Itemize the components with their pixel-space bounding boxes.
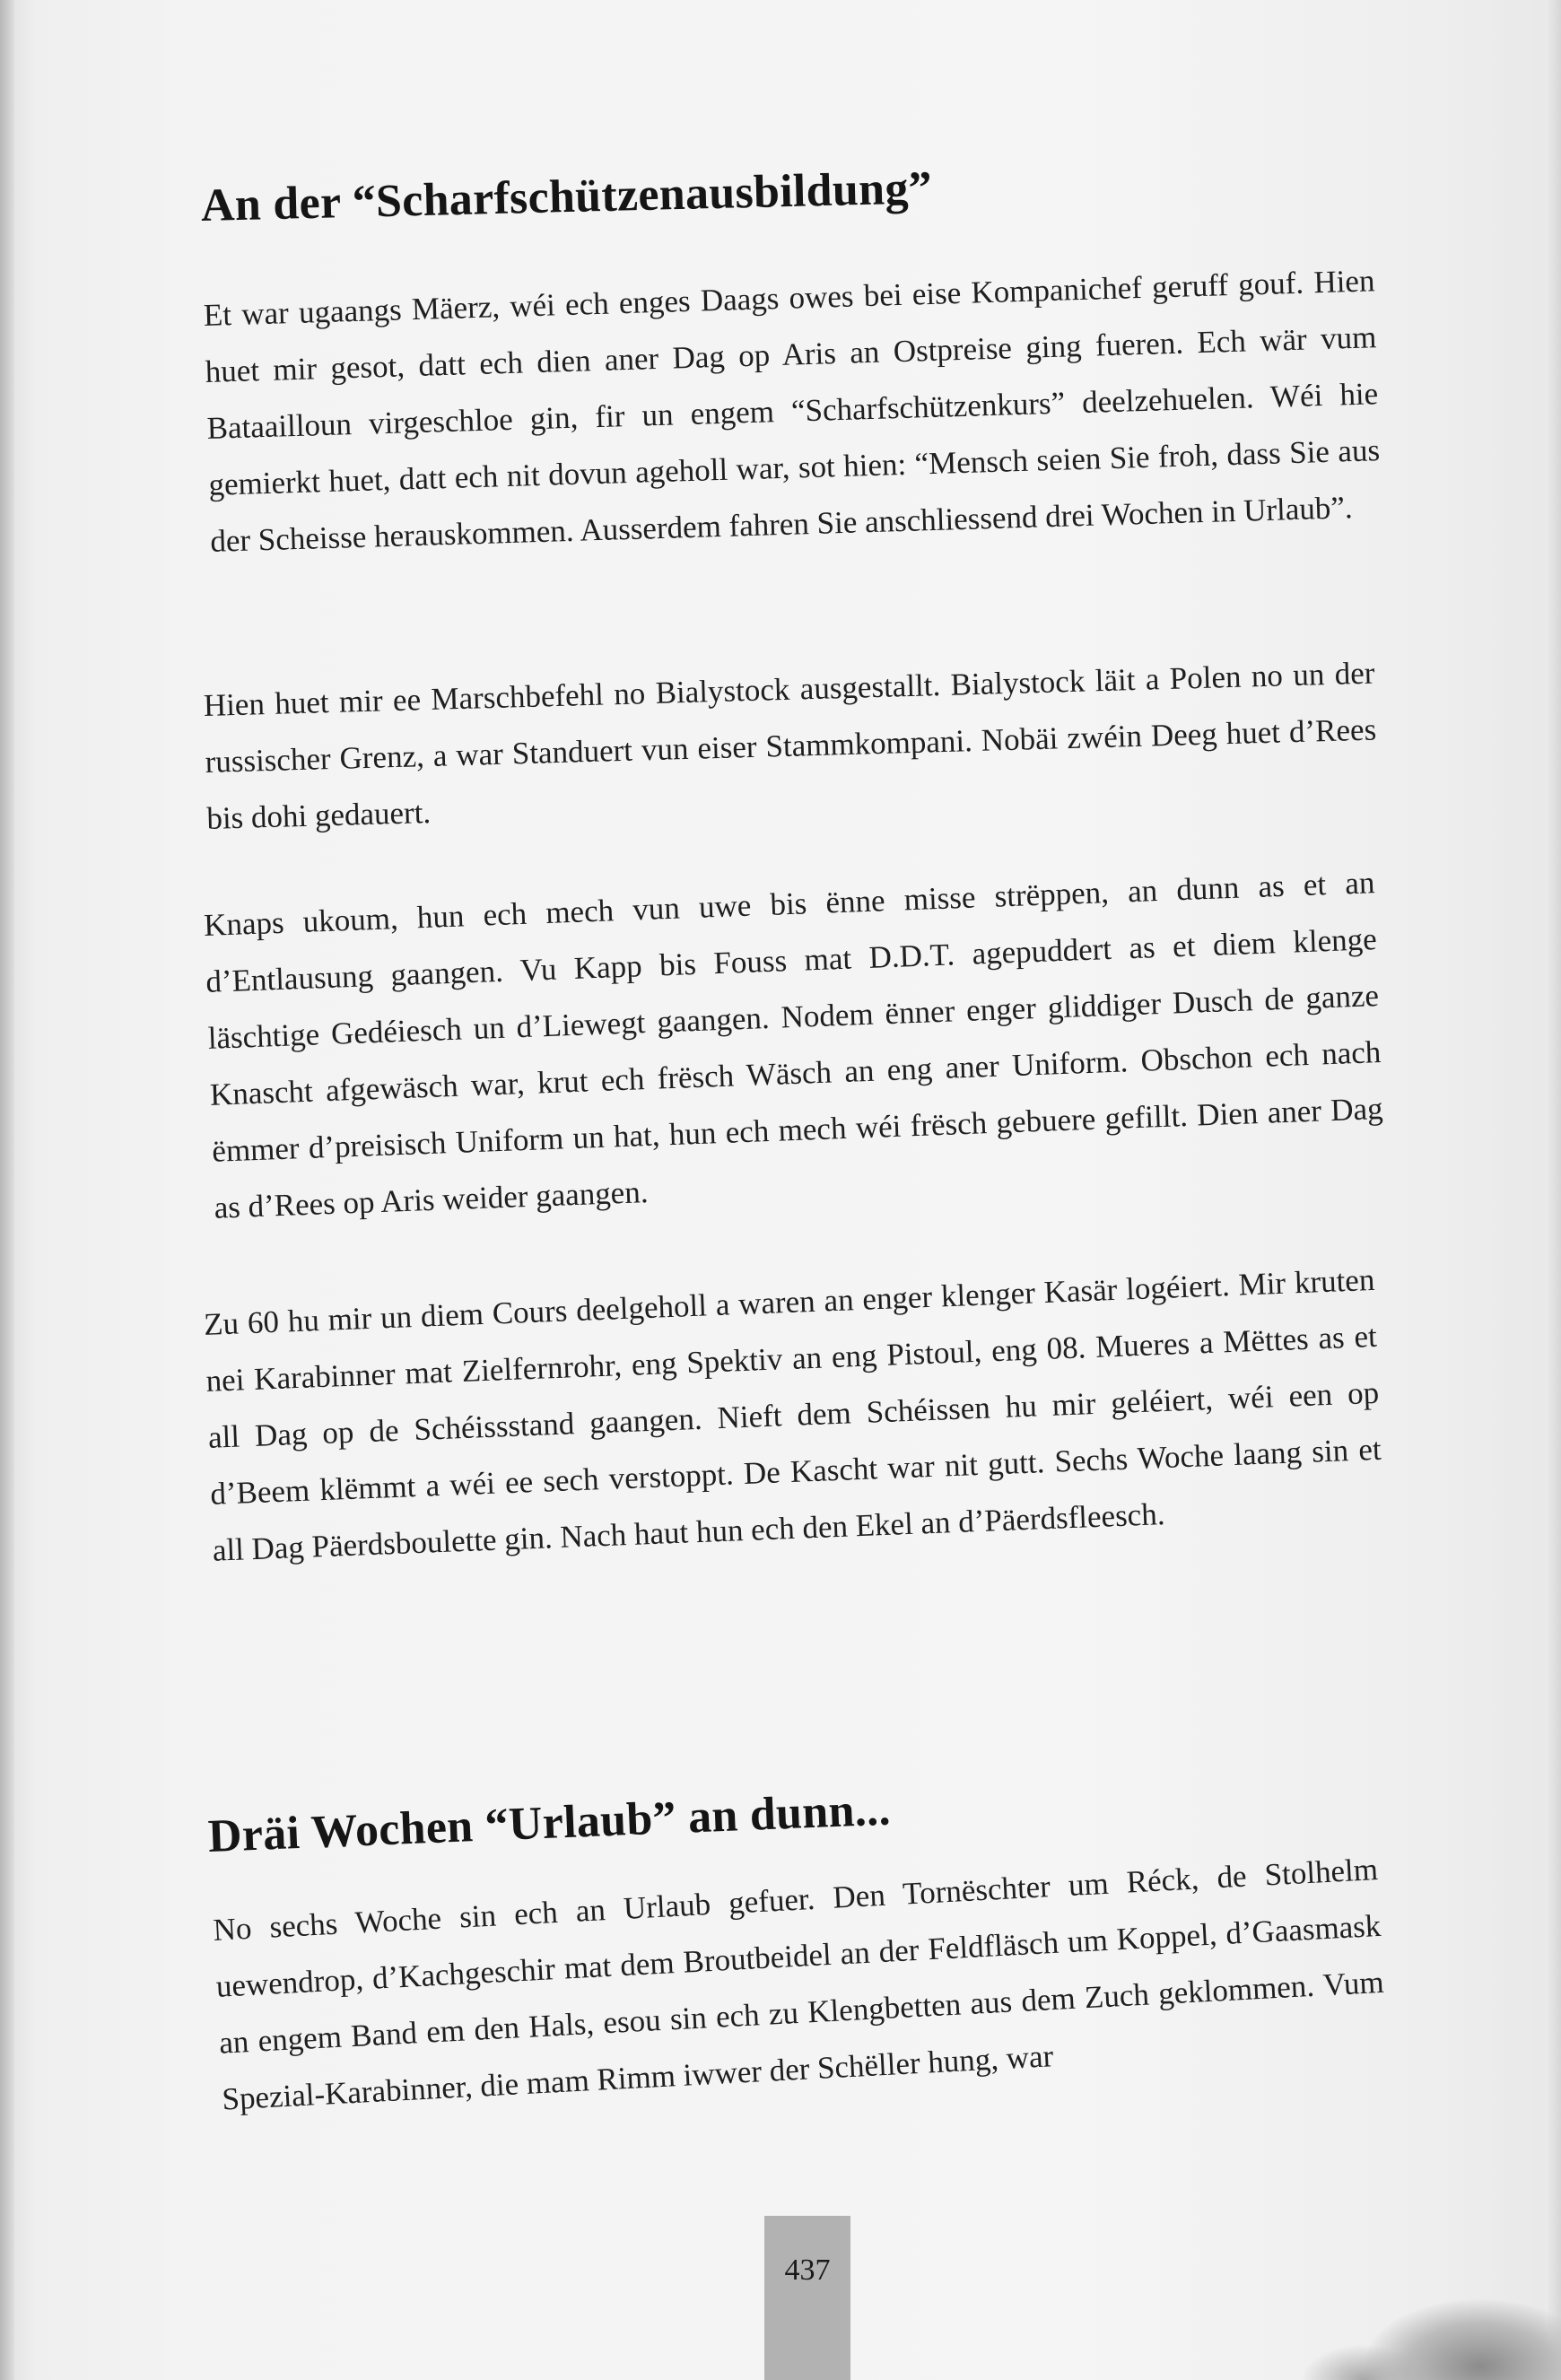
page-outer-edge — [1545, 0, 1561, 2380]
paragraph: No sechs Woche sin ech an Urlaub gefuer. Den Tornëschter um Réck, de Stolhelm uewendrop, d’Kachgeschir mat dem Broutbeidel an der Feldfläsch um Koppel, d’Gaasmask an engem Band em den Hals, esou sin ech zu Klengbetten aus dem Zuch geklommen. Vum Spezial-Karabinner, die mam Rimm iwwer der Schëller hung, war — [212, 1851, 1385, 2117]
section-heading-scharfschuetzen: An der “Scharfschützenausbildung” — [200, 162, 933, 231]
page-number: 437 — [784, 2254, 831, 2287]
section-heading-urlaub: Dräi Wochen “Urlaub” an dunn... — [206, 1783, 892, 1862]
paragraph: Hien huet mir ee Marschbefehl no Bialystock ausgestallt. Bialystock läit a Polen no un der russischer Grenz, a war Standuert vun eiser Stammkompani. Nobäi zwéin Deeg huet d’Rees bis dohi gedauert. — [203, 655, 1377, 836]
paragraph: Zu 60 hu mir un diem Cours deelgeholl a waren an enger klenger Kasär logéiert. Mir kruten nei Karabinner mat Zielfernrohr, eng Spektiv an eng Pistoul, eng 08. Mueres a Mëttes as et all Dag op de Schéissstand gaangen. Nieft dem Schéissen hu mir geléiert, wéi een op d’Beem klëmmt a wéi ee sech verstoppt. De Kascht war nit gutt. Sechs Woche laang sin et all Dag Päerdsboulette gin. Nach haut hun ech den Ekel an d’Päerdsfleesch. — [203, 1261, 1382, 1568]
paragraph: Knaps ukoum, hun ech mech vun uwe bis ënne misse strëppen, an dunn as et an d’Entlausung gaangen. Vu Kapp bis Fouss mat D.D.T. agepuddert as et diem klenge läschtige Gedéiesch un d’Liewegt gaangen. Nodem ënner enger gliddiger Dusch de ganze Knascht afgewäsch war, krut ech frësch Wäsch an eng aner Uniform. Obschon ech nach ëmmer d’preisisch Uniform un hat, hun ech mech wéi frësch gebuere gefillt. Dien aner Dag as d’Rees op Aris weider gaangen. — [203, 865, 1384, 1225]
page-binding-edge — [0, 0, 14, 2380]
paragraph: Et war ugaangs Mäerz, wéi ech enges Daags owes bei eise Kompanichef geruff gouf. Hien huet mir gesot, datt ech dien aner Dag op Aris an Ostpreise ging fueren. Ech wär vum Bataailloun virgeschloe gin, fir un engem “Scharfschützenkurs” deelzehuelen. Wéi hie gemierkt huet, datt ech nit dovun ageholl war, sot hien: “Mensch seien Sie froh, dass Sie aus der Scheisse herauskommen. Ausserdem fahren Sie anschliessend drei Wochen in Urlaub”. — [203, 263, 1381, 559]
page-number-tab — [764, 2216, 850, 2380]
